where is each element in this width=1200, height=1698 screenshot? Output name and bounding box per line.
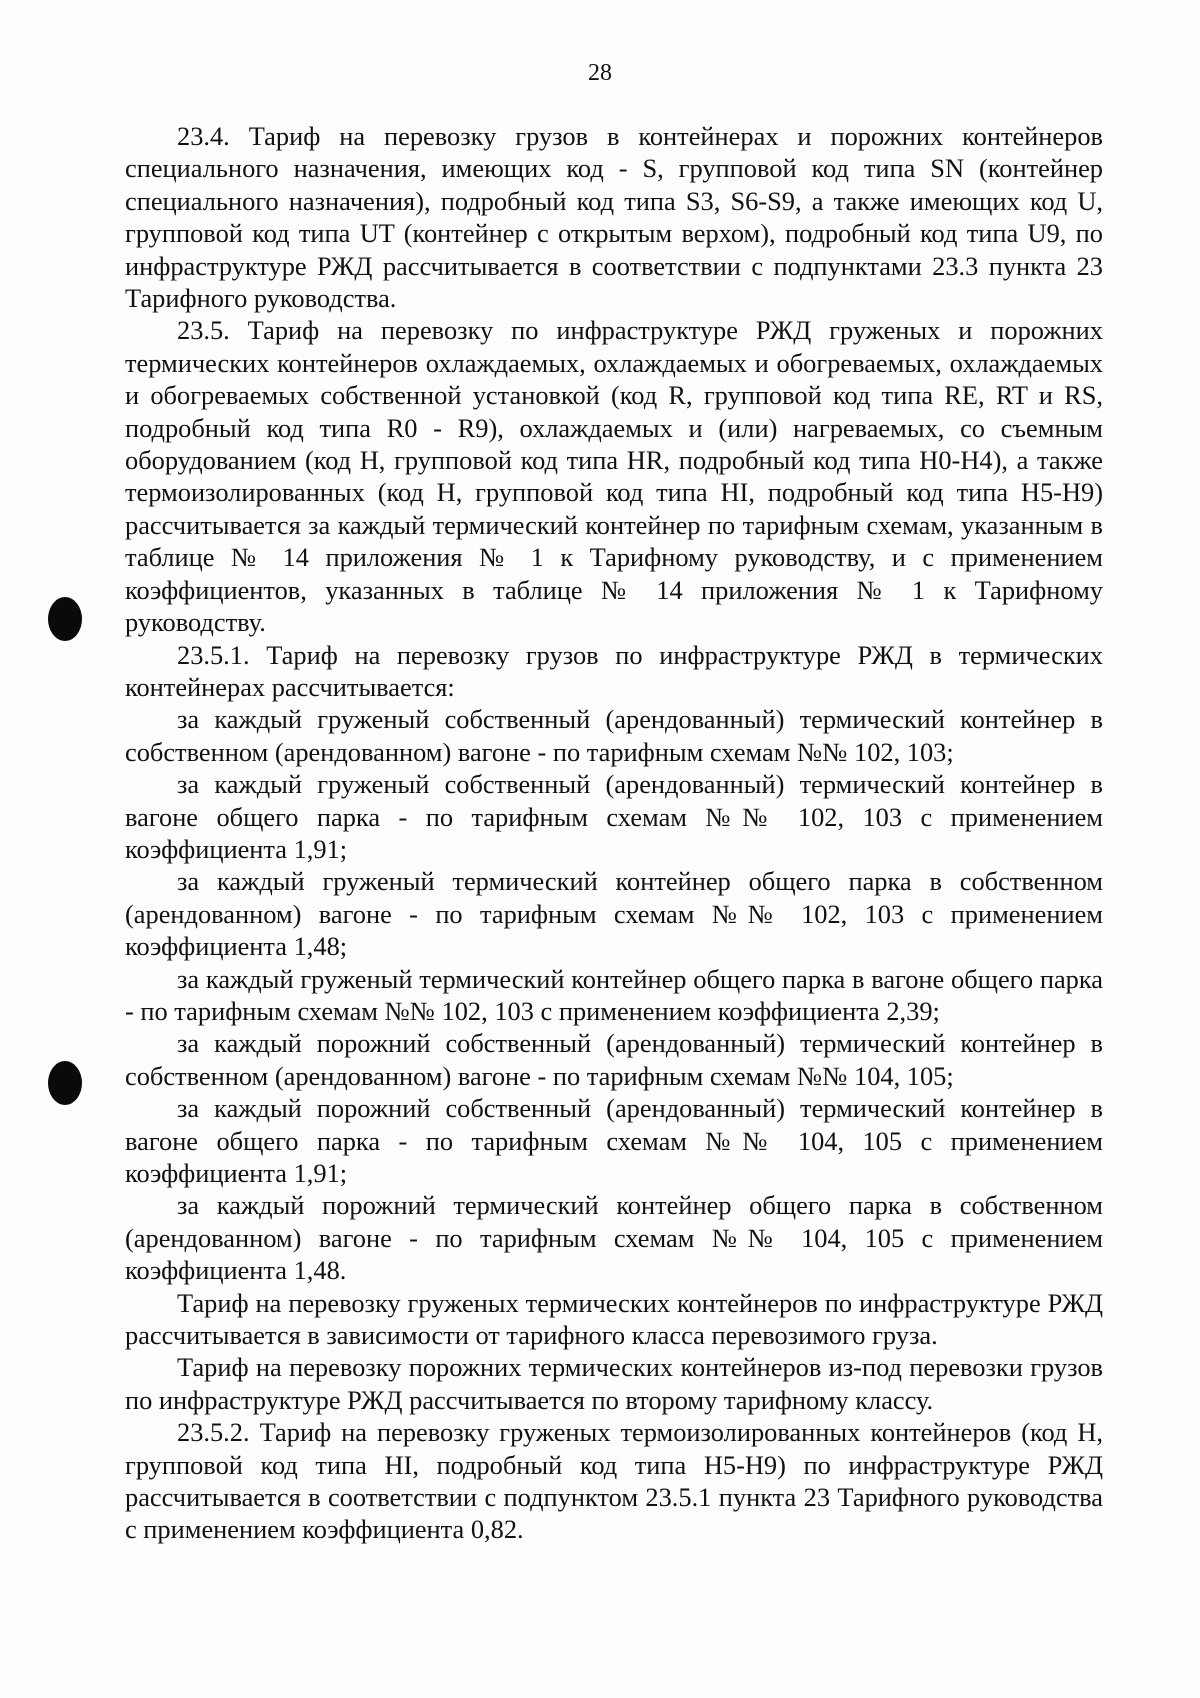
list-item-loaded-own-in-own-wagon: за каждый груженый собственный (арендованный) термический контейнер в собственном (арендованном) вагоне - по тарифным схемам №№ 102, 103; <box>125 704 1103 767</box>
paragraph-loaded-tariff-class: Тариф на перевозку груженых термических контейнеров по инфраструктуре РЖД рассчитывается в зависимости от тарифного класса перевозимого груза. <box>125 1287 1103 1351</box>
list-item-loaded-common-in-own-wagon: за каждый груженый термический контейнер общего парка в собственном (арендованном) вагоне - по тарифным схемам №№ 102, 103 с применением коэффициента 1,48; <box>125 866 1103 962</box>
paragraph-23-4: 23.4. Тариф на перевозку грузов в контейнерах и порожних контейнеров специального назначения, имеющих код - S, групповой код типа SN (контейнер специального назначения), подробный код типа S3, S6-S9, а также имеющих код U, групповой код типа UT (контейнер с открытым верхом), подробный код типа U9, по инфраструктуре РЖД рассчитывается в соответствии с подпунктами 23.3 пункта 23 Тарифного руководства. <box>125 121 1103 314</box>
punch-hole-top <box>48 597 82 641</box>
paragraph-23-5: 23.5. Тариф на перевозку по инфраструктуре РЖД груженых и порожних термических контейнеров охлаждаемых, охлаждаемых и обогреваемых, охлаждаемых и обогреваемых собственной установкой (код R, групповой код типа RE, RT и RS, подробный код типа R0 - R9), охлаждаемых и (или) нагреваемых, со съемным оборудованием (код H, групповой код типа HR, подробный код типа H0-H4), а также термоизолированных (код H, групповой код типа HI, подробный код типа H5-H9) рассчитывается за каждый термический контейнер по тарифным схемам, указанным в таблице № 14 приложения № 1 к Тарифному руководству, и с применением коэффициентов, указанных в таблице № 14 приложения № 1 к Тарифному руководству. <box>125 315 1103 638</box>
list-item-loaded-own-in-common-wagon: за каждый груженый собственный (арендованный) термический контейнер в вагоне общего парка - по тарифным схемам №№ 102, 103 с применением коэффициента 1,91; <box>125 769 1103 864</box>
paragraph-empty-tariff-class: Тариф на перевозку порожних термических контейнеров из-под перевозки грузов по инфраструктуре РЖД рассчитывается по второму тарифному классу. <box>125 1352 1103 1415</box>
list-item-loaded-common-in-common-wagon: за каждый груженый термический контейнер общего парка в вагоне общего парка - по тарифным схемам №№ 102, 103 с применением коэффициента 2,39; <box>125 963 1103 1026</box>
page-number: 28 <box>588 60 612 86</box>
list-item-empty-own-in-own-wagon: за каждый порожний собственный (арендованный) термический контейнер в собственном (арендованном) вагоне - по тарифным схемам №№ 104, 105; <box>125 1028 1103 1091</box>
document-body <box>125 120 1103 1546</box>
punch-hole-bottom <box>48 1061 82 1105</box>
paragraph-23-5-2: 23.5.2. Тариф на перевозку груженых термоизолированных контейнеров (код H, групповой код типа HI, подробный код типа H5-H9) по инфраструктуре РЖД рассчитывается в соответствии с подпунктом 23.5.1 пункта 23 Тарифного руководства с применением коэффициента 0,82. <box>125 1417 1103 1545</box>
paragraph-23-5-1: 23.5.1. Тариф на перевозку грузов по инфраструктуре РЖД в термических контейнерах рассчитывается: <box>125 639 1103 702</box>
list-item-empty-common-in-own-wagon: за каждый порожний термический контейнер общего парка в собственном (арендованном) вагоне - по тарифным схемам №№ 104, 105 с применением коэффициента 1,48. <box>125 1190 1103 1286</box>
list-item-empty-own-in-common-wagon: за каждый порожний собственный (арендованный) термический контейнер в вагоне общего парка - по тарифным схемам №№ 104, 105 с применением коэффициента 1,91; <box>125 1093 1103 1188</box>
